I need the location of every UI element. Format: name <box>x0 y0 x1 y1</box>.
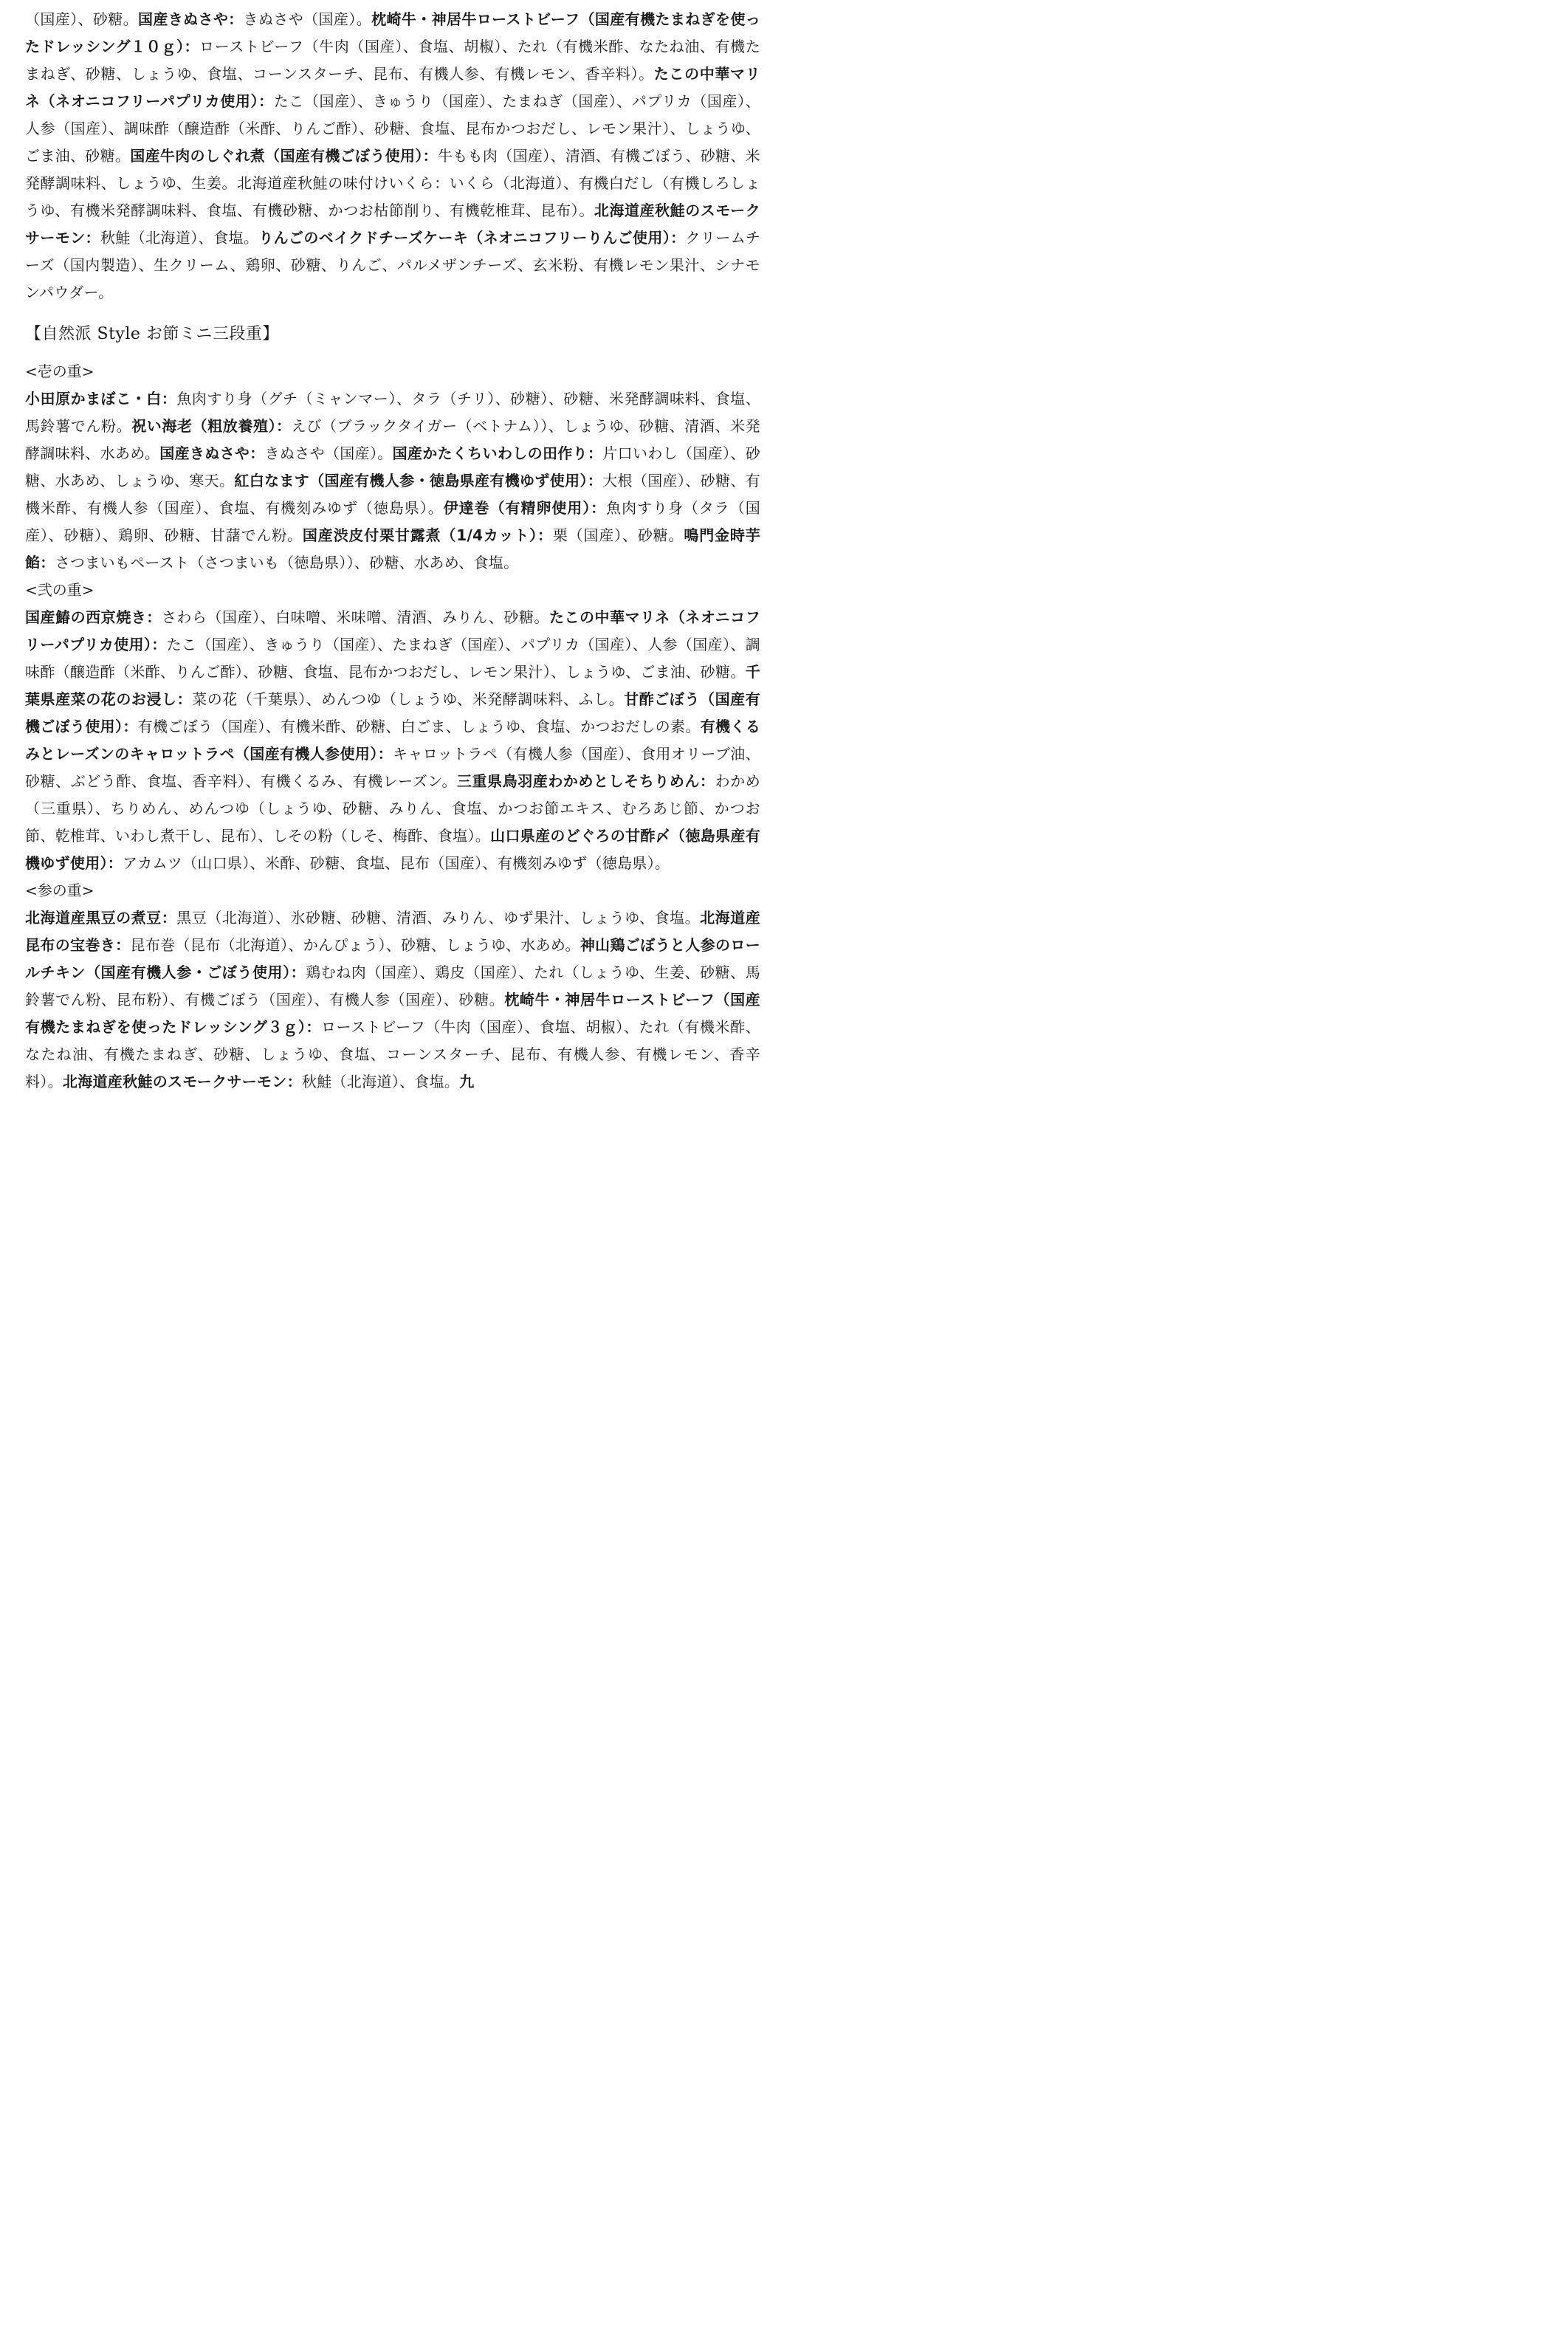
tiers-container <box>25 358 760 1096</box>
tier-heading: <弐の重> <box>25 581 94 599</box>
ingredient-list-text: （国産）、砂糖。 <box>25 10 139 28</box>
ingredient-item-name: 北海道産昆布の宝巻き： <box>25 909 761 954</box>
ingredient-item-name: 枕崎牛・神居牛ローストビーフ（国産有機たまねぎを使ったドレッシング１０ｇ）： <box>25 10 761 55</box>
ingredient-item-name: 小田原かまぼこ・白： <box>25 390 177 408</box>
ingredient-item-name: 北海道産秋鮭のスモークサーモン： <box>25 202 760 247</box>
ingredient-list-text: きぬさや（国産）。 <box>264 444 393 462</box>
ingredient-list-text: キャロットラペ（有機人参（国産）、食用オリーブ油、砂糖、ぶどう酢、食塩、香辛料）、有機くるみ、有機レーズン。 <box>25 745 760 790</box>
ingredient-item-name: 鳴門金時芋餡： <box>25 526 761 571</box>
ingredient-item-name: 山口県産のどぐろの甘酢〆（徳島県産有機ゆず使用）： <box>25 827 760 872</box>
ingredient-list-text: 昆布巻（昆布（北海道）、かんぴょう）、砂糖、しょうゆ、水あめ。 <box>130 936 580 954</box>
intro-paragraph <box>25 6 760 306</box>
section-title: 【自然派 Style お節ミニ三段重】 <box>25 325 279 343</box>
ingredient-item-name: 国産きぬさや： <box>138 10 244 28</box>
tier-heading: <壱の重> <box>25 363 94 380</box>
ingredient-item-name: 国産渋皮付栗甘露煮（1/4カット）： <box>302 526 553 544</box>
ingredient-list-text: ローストビーフ（牛肉（国産）、食塩、胡椒）、たれ（有機米酢、なたね油、有機たまねぎ、砂糖、しょうゆ、食塩、コーンスターチ、昆布、有機人参、有機レモン、香辛料）。 <box>25 1018 760 1090</box>
ingredient-list-text: さわら（国産）、白味噌、米味噌、清酒、みりん、砂糖。 <box>161 608 549 626</box>
ingredient-list-text: クリームチーズ（国内製造）、生クリーム、鶏卵、砂糖、りんご、パルメザンチーズ、玄米粉、有機レモン果汁、シナモンパウダー。 <box>25 229 761 301</box>
ingredient-list-text: 菜の花（千葉県）、めんつゆ（しょうゆ、米発酵調味料、ふし。 <box>192 690 625 708</box>
ingredient-item-name: 九 <box>459 1073 475 1090</box>
ingredient-list-text: たこ（国産）、きゅうり（国産）、たまねぎ（国産）、パプリカ（国産）、人参（国産）、調味酢（醸造酢（米酢、りんご酢）、砂糖、食塩、昆布かつおだし、レモン果汁）、しょうゆ、ごま油、砂糖。 <box>25 636 760 681</box>
ingredient-item-name: たこの中華マリネ（ネオニコフリーパプリカ使用）： <box>25 608 761 653</box>
tier-heading: <参の重> <box>25 882 94 899</box>
ingredient-item-name: 神山鶏ごぼうと人参のロールチキン（国産有機人参・ごぼう使用）： <box>25 936 760 981</box>
ingredient-item-name: 甘酢ごぼう（国産有機ごぼう使用）： <box>25 690 760 735</box>
ingredient-item-name: たこの中華マリネ（ネオニコフリーパプリカ使用）： <box>25 65 760 110</box>
ingredient-list-text: 黒豆（北海道）、氷砂糖、砂糖、清酒、みりん、ゆず果汁、しょうゆ、食塩。 <box>176 909 701 927</box>
ingredient-list-text: 鶏むね肉（国産）、鶏皮（国産）、たれ（しょうゆ、生姜、砂糖、馬鈴薯でん粉、昆布粉）、有機ごぼう（国産）、有機人参（国産）、砂糖。 <box>25 963 761 1009</box>
ingredient-item-name: 三重県鳥羽産わかめとしそちりめん： <box>456 772 715 790</box>
ingredient-list-text: ローストビーフ（牛肉（国産）、食塩、胡椒）、たれ（有機米酢、なたね油、有機たまねぎ、砂糖、しょうゆ、食塩、コーンスターチ、昆布、有機人参、有機レモン、香辛料）。 <box>25 38 760 83</box>
ingredient-item-name: りんごのベイクドチーズケーキ（ネオニコフリーりんご使用）： <box>258 229 686 247</box>
ingredient-list-text: 魚肉すり身（グチ（ミャンマー）、タラ（チリ）、砂糖）、砂糖、米発酵調味料、食塩、馬鈴薯でん粉。 <box>25 390 760 435</box>
ingredient-list-text: アカムツ（山口県）、米酢、砂糖、食塩、昆布（国産）、有機刻みゆず（徳島県）。 <box>123 854 670 872</box>
document-page <box>0 0 785 1096</box>
ingredient-item-name: 国産牛肉のしぐれ煮（国産有機ごぼう使用）： <box>130 147 438 165</box>
tier-ingredients-paragraph <box>25 385 760 577</box>
ingredient-list-text: 栗（国産）、砂糖。 <box>552 526 684 544</box>
ingredient-list-text: 有機ごぼう（国産）、有機米酢、砂糖、白ごま、しょうゆ、食塩、かつおだしの素。 <box>137 718 701 735</box>
ingredient-item-name: 国産かたくちいわしの田作り： <box>392 444 603 462</box>
ingredient-list-text: 秋鮭（北海道）、食塩。 <box>301 1073 460 1090</box>
ingredient-item-name: 伊達巻（有精卵使用）： <box>443 499 607 517</box>
ingredient-list-text: 牛もも肉（国産）、清酒、有機ごぼう、砂糖、米発酵調味料、しょうゆ、生姜。北海道産秋鮭の味付けいくら：いくら（北海道）、有機白だし（有機しろしょうゆ、有機米発酵調味料、食塩、有機砂糖、かつお枯節削り、有機乾椎茸、昆布）。 <box>25 147 760 219</box>
ingredient-list-text: 大根（国産）、砂糖、有機米酢、有機人参（国産）、食塩、有機刻みゆず（徳島県）。 <box>25 472 760 517</box>
ingredient-item-name: 北海道産秋鮭のスモークサーモン： <box>62 1073 302 1090</box>
ingredient-item-name: 有機くるみとレーズンのキャロットラペ（国産有機人参使用）： <box>25 718 760 763</box>
tier-ingredients-paragraph <box>25 904 760 1096</box>
tier-ingredients-paragraph <box>25 604 760 877</box>
ingredient-item-name: 国産きぬさや： <box>159 444 265 462</box>
ingredient-list-text: えび（ブラックタイガー（ベトナム））、しょうゆ、砂糖、清酒、米発酵調味料、水あめ。 <box>25 417 760 462</box>
ingredient-list-text: きぬさや（国産）。 <box>243 10 372 28</box>
ingredient-list-text: さつまいもペースト（さつまいも（徳島県））、砂糖、水あめ、食塩。 <box>55 554 519 571</box>
ingredient-item-name: 枕崎牛・神居牛ローストビーフ（国産有機たまねぎを使ったドレッシング３ｇ）： <box>25 991 760 1036</box>
ingredient-list-text: たこ（国産）、きゅうり（国産）、たまねぎ（国産）、パプリカ（国産）、人参（国産）、調味酢（醸造酢（米酢、りんご酢）、砂糖、食塩、昆布かつおだし、レモン果汁）、しょうゆ、ごま油、砂糖。 <box>25 92 760 165</box>
ingredient-item-name: 紅白なます（国産有機人参・徳島県産有機ゆず使用）： <box>234 472 603 489</box>
ingredient-item-name: 千葉県産菜の花のお浸し： <box>25 663 760 708</box>
ingredient-item-name: 国産鰆の西京焼き： <box>25 608 162 626</box>
ingredient-list-text: 秋鮭（北海道）、食塩。 <box>100 229 259 247</box>
ingredient-list-text: 魚肉すり身（タラ（国産）、砂糖）、鶏卵、砂糖、甘藷でん粉。 <box>25 499 760 544</box>
ingredient-list-text: わかめ（三重県）、ちりめん、めんつゆ（しょうゆ、砂糖、みりん、食塩、かつお節エキス、むろあじ節、かつお節、乾椎茸、いわし煮干し、昆布）、しその粉（しそ、梅酢、食塩）。 <box>25 772 760 845</box>
ingredient-item-name: 北海道産黒豆の煮豆： <box>25 909 177 927</box>
ingredient-item-name: 祝い海老（粗放養殖）： <box>131 417 292 435</box>
ingredient-list-text: 片口いわし（国産）、砂糖、水あめ、しょうゆ、寒天。 <box>25 444 761 489</box>
